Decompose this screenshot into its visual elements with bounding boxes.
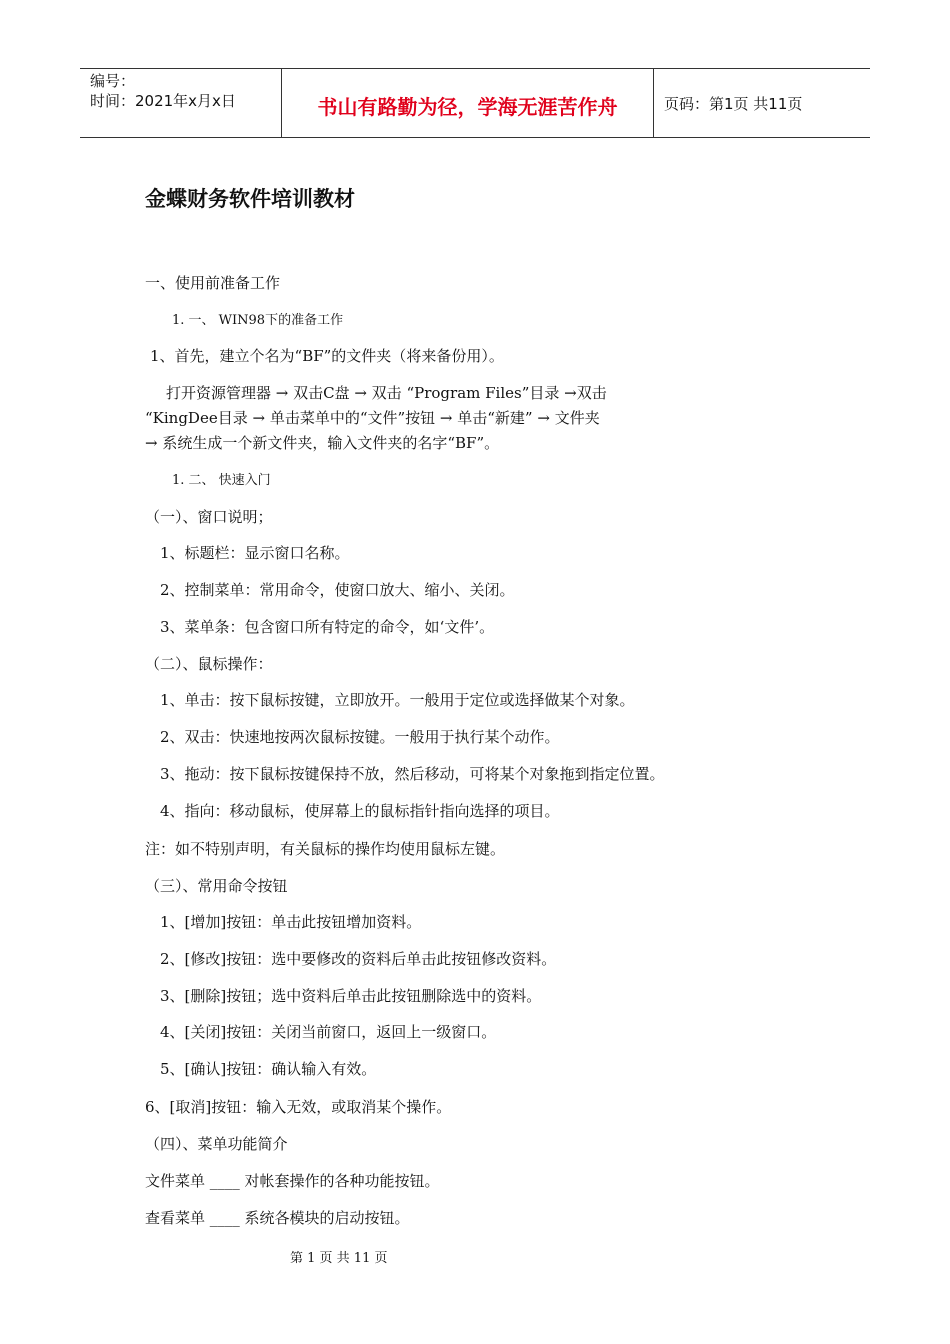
menu-description: 查看菜单 ____ 系统各模块的启动按钮。 — [145, 1209, 410, 1227]
list-item: 2、双击：快速地按两次鼠标按键。一般用于执行某个动作。 — [160, 728, 560, 746]
subsection-heading: 1. 二、 快速入门 — [172, 473, 271, 488]
section-heading: （三）、常用命令按钮 — [145, 877, 288, 895]
header-meta — [80, 69, 282, 137]
menu-description: 文件菜单 ____ 对帐套操作的各种功能按钮。 — [145, 1172, 440, 1190]
list-item: 3、拖动：按下鼠标按键保持不放，然后移动，可将某个对象拖到指定位置。 — [160, 765, 665, 783]
list-item: 4、[关闭]按钮：关闭当前窗口，返回上一级窗口。 — [160, 1023, 497, 1041]
list-item: 1、单击：按下鼠标按键，立即放开。一般用于定位或选择做某个对象。 — [160, 691, 635, 709]
list-item: 2、控制菜单：常用命令，使窗口放大、缩小、关闭。 — [160, 581, 515, 599]
page-footer: 第 1 页 共 11 页 — [290, 1251, 388, 1266]
section-heading: 一、使用前准备工作 — [145, 274, 281, 292]
section-heading: （一）、窗口说明； — [145, 508, 273, 526]
list-item: 1、标题栏：显示窗口名称。 — [160, 544, 350, 562]
header-page-info: 页码：第1页 共11页 — [664, 94, 803, 113]
time-label: 时间：2021年x月x日 — [90, 92, 236, 110]
list-item: 2、[修改]按钮：选中要修改的资料后单击此按钮修改资料。 — [160, 950, 557, 968]
section-heading: （四）、菜单功能简介 — [145, 1135, 288, 1153]
list-item: 3、菜单条：包含窗口所有特定的命令，如‘文件’。 — [160, 618, 495, 636]
list-item: 1、[增加]按钮：单击此按钮增加资料。 — [160, 913, 422, 931]
subsection-heading: 1. 一、 WIN98下的准备工作 — [172, 313, 344, 328]
list-item: 6、[取消]按钮：输入无效，或取消某个操作。 — [145, 1098, 452, 1116]
note: 注：如不特别声明，有关鼠标的操作均使用鼠标左键。 — [145, 840, 506, 858]
page-header — [80, 68, 870, 138]
list-item: 4、指向：移动鼠标，使屏幕上的鼠标指针指向选择的项目。 — [160, 802, 560, 820]
document-title: 金蝶财务软件培训教材 — [145, 187, 355, 211]
paragraph: 1、首先，建立个名为“BF”的文件夹（将来备份用）。 — [150, 347, 504, 365]
list-item: 3、[删除]按钮；选中资料后单击此按钮删除选中的资料。 — [160, 987, 542, 1005]
paragraph: “KingDee目录 → 单击菜单中的“文件”按钮 → 单击“新建” → 文件夹 — [145, 409, 600, 427]
paragraph: → 系统生成一个新文件夹，输入文件夹的名字“BF”。 — [145, 434, 500, 452]
header-motto: 书山有路勤为径，学海无涯苦作舟 — [282, 69, 654, 137]
number-label: 编号： — [90, 72, 136, 90]
list-item: 5、[确认]按钮：确认输入有效。 — [160, 1060, 377, 1078]
section-heading: （二）、鼠标操作： — [145, 655, 273, 673]
paragraph: 打开资源管理器 → 双击C盘 → 双击 “Program Files”目录 →双击 — [166, 384, 607, 402]
